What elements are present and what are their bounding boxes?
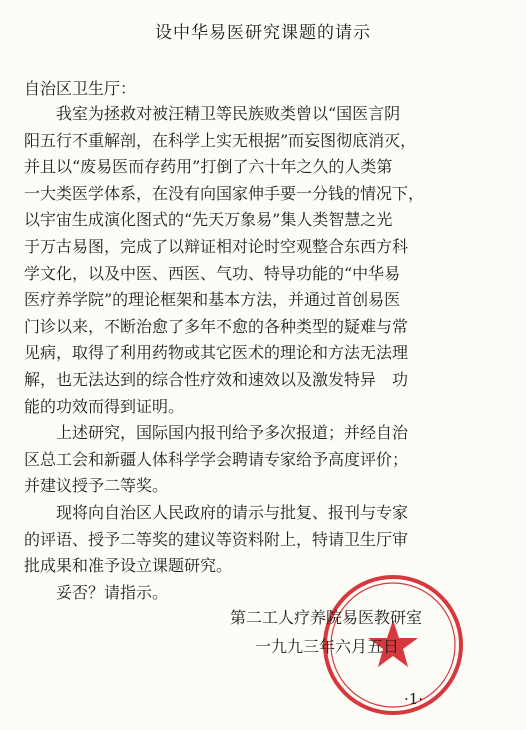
body-line: 能的功效而得到证明。 [24, 396, 185, 416]
body-line: 并且以“废易医而存药用”打倒了六十年之久的人类第 [24, 157, 393, 177]
document-title: 设中华易医研究课题的请示 [155, 23, 371, 43]
signature-date: 一九九三年六月五日 [255, 637, 400, 656]
body-line: 我室为拯救对被汪精卫等民族败类曾以“国医言阴 [24, 104, 401, 123]
body-line: 区总工会和新疆人体科学学会聘请专家给予高度评价； [24, 449, 409, 469]
body-line: 解，也无法达到的综合性疗效和速效以及激发特异 功 [24, 370, 409, 389]
body-line: 并建议授予二等奖。 [24, 476, 169, 496]
body-line: 于万古易图，完成了以辩证相对论时空观整合东西方科 [24, 237, 409, 256]
body-line: 见病，取得了利用药物或其它医术的理论和方法无法理 [24, 343, 409, 363]
body-line: 医疗养学院”的理论框架和基本方法，并通过首创易医 [24, 290, 401, 310]
body-line: 的评语、授予二等奖的建议等资料附上，特请卫生厅审 [24, 529, 409, 549]
body-line: 以宇宙生成演化图式的“先天万象易”集人类智慧之光 [24, 210, 393, 230]
body-line: 妥否？请指示。 [24, 582, 169, 602]
signature-organization: 第二工人疗养院易医教研室 [230, 608, 423, 627]
salutation: 自治区卫生厅： [24, 79, 137, 98]
body-line: 上述研究，国际国内报刊给予多次报道；并经自治 [24, 423, 409, 443]
body-line: 批成果和准予设立课题研究。 [24, 556, 233, 576]
body-line: 门诊以来，不断治愈了多年不愈的各种类型的疑难与常 [24, 316, 409, 336]
body-line: 阳五行不重解剖，在科学上实无根据”而妄图彻底消灭， [24, 130, 417, 150]
body-line: 学文化，以及中医、西医、气功、特导功能的“中华易 [24, 263, 401, 283]
body-line: 现将向自治区人民政府的请示与批复、报刊与专家 [24, 503, 409, 522]
body-line: 一大类医学体系，在没有向国家伸手要一分钱的情况下， [24, 183, 425, 203]
page-number: ·1· [404, 690, 424, 708]
